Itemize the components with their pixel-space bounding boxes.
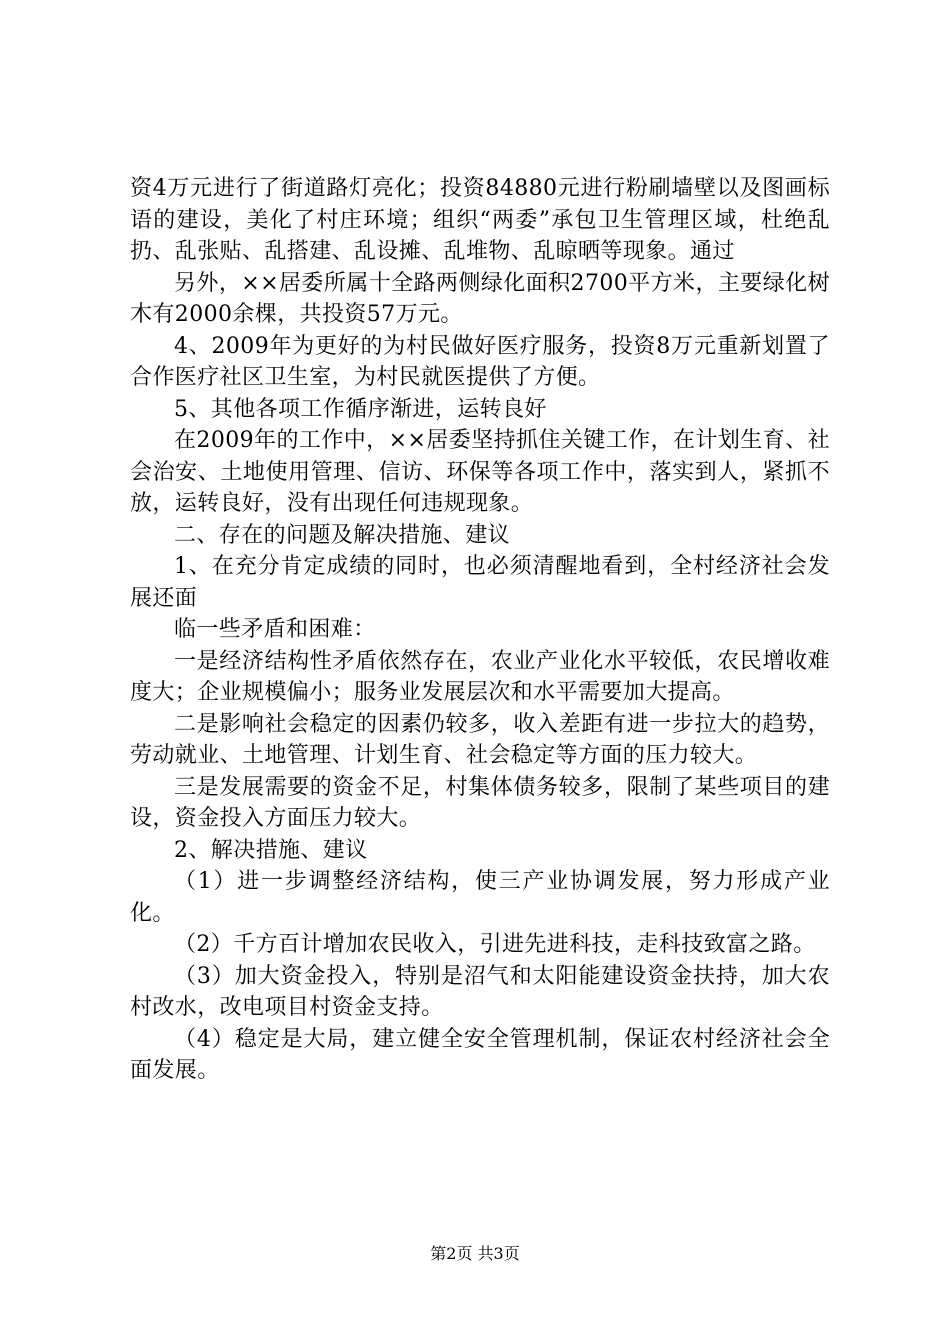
list-item: （1）进一步调整经济结构，使三产业协调发展，努力形成产业化。 xyxy=(130,869,830,926)
paragraph: 资4万元进行了街道路灯亮化；投资84880元进行粉刷墙壁以及图画标语的建设，美化了村庄环境；组织“两委”承包卫生管理区域，杜绝乱扔、乱张贴、乱搭建、乱设摊、乱堆物、乱晾晒等现象。通过 xyxy=(130,176,830,264)
document-body xyxy=(130,173,830,1087)
paragraph: 4、2009年为更好的为村民做好医疗服务，投资8万元重新划置了合作医疗社区卫生室，为村民就医提供了方便。 xyxy=(130,333,830,390)
page-footer: 第2页 共3页 xyxy=(430,1244,520,1263)
list-item: （4）稳定是大局，建立健全安全管理机制，保证农村经济社会全面发展。 xyxy=(130,1026,830,1083)
paragraph: 三是发展需要的资金不足，村集体债务较多，限制了某些项目的建设，资金投入方面压力较大。 xyxy=(130,774,830,831)
list-item: （2）千方百计增加农民收入，引进先进科技，走科技致富之路。 xyxy=(174,932,816,957)
paragraph: 临一些矛盾和困难： xyxy=(174,617,376,642)
section-heading: 二、存在的问题及解决措施、建议 xyxy=(174,522,511,548)
paragraph: 二是影响社会稳定的因素仍较多，收入差距有进一步拉大的趋势，劳动就业、土地管理、计划生育、社会稳定等方面的压力较大。 xyxy=(130,711,830,768)
paragraph: 一是经济结构性矛盾依然存在，农业产业化水平较低，农民增收难度大；企业规模偏小；服务业发展层次和水平需要加大提高。 xyxy=(130,648,830,705)
paragraph: 1、在充分肯定成绩的同时，也必须清醒地看到，全村经济社会发展还面 xyxy=(130,554,830,611)
paragraph: 在2009年的工作中，××居委坚持抓住关键工作，在计划生育、社会治安、土地使用管理、信访、环保等各项工作中，落实到人，紧抓不放，运转良好，没有出现任何违规现象。 xyxy=(130,428,830,516)
paragraph: 另外，××居委所属十全路两侧绿化面积2700平方米，主要绿化树木有2000余棵，共投资57万元。 xyxy=(130,270,830,327)
paragraph: 5、其他各项工作循序渐进，运转良好 xyxy=(174,396,547,422)
list-item: （3）加大资金投入，特别是沼气和太阳能建设资金扶持，加大农村改水，改电项目村资金支持。 xyxy=(130,963,830,1020)
subsection-heading: 2、解决措施、建议 xyxy=(174,837,368,863)
